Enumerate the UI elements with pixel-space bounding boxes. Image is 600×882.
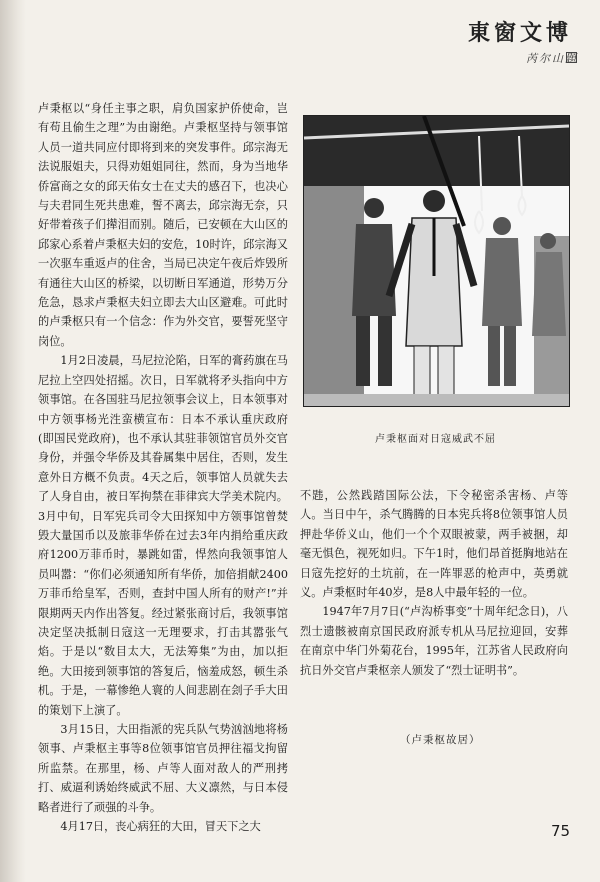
paragraph: 1月2日凌晨，马尼拉沦陷，日军的膏药旗在马尼拉上空四处招摇。次日，日军就将矛头指向中方领事馆。在各国驻马尼拉领事会议上，日本领事对中方领事杨光泩蛮横宣布：日本不承认重庆政府(即国民党政府)，也不承认其驻菲领馆官员外交官身份，并强令华侨及其眷属集中居住，否则，发生意外日方概不负责。4天之后，领事馆人员就失去了人身自由，被日军拘禁在菲律宾大学美术院内。3月中旬，日军宪兵司令大田探知中方领事馆曾焚毁大量国币以及旅菲华侨在过去3年内捐给重庆政府1200万菲币时，暴跳如雷，悍然向我领事馆人员叫嚣：“你们必须通知所有华侨，加倍捐献2400万菲币给皇军，否则，查封中国人所有的财产!”并限期两天内作出答复。经过紧张商讨后，我领事馆决定坚决抵制日寇这一无理要求，打击其嚣张气焰。于是以“数目太大，无法筹集”为由，加以拒绝。大田接到领事馆的答复后，恼羞成怒，顿生杀机。于是，一幕惨绝人寰的人间悲剧在刽子手大田的策划下上演了。: [38, 354, 288, 717]
article-right-column: [300, 486, 568, 680]
illustration-drawing: [304, 116, 569, 406]
calligraphy-signature: 芮尔山題: [526, 52, 578, 65]
illustration-caption: 卢秉枢面对日寇威武不屈: [375, 434, 496, 445]
column-title: 東窗文博: [468, 20, 573, 46]
column-masthead: [468, 16, 580, 78]
article-left-column: [38, 99, 288, 836]
paragraph: 4月17日，丧心病狂的大田，冒天下之大: [60, 820, 261, 834]
seal-stamp: [566, 52, 577, 63]
photo-caption: （卢秉枢故居）: [400, 734, 481, 746]
page-number: 75: [551, 822, 571, 840]
paragraph: 1947年7月7日(“卢沟桥事变”十周年纪念日)，八烈士遗骸被南京国民政府派专机从马尼拉迎回，安葬在南京中华门外菊花台，1995年，江苏省人民政府向抗日外交官卢秉枢亲人颁发了“烈士证明书”。: [300, 605, 568, 677]
paragraph: 3月15日，大田指派的宪兵队气势汹汹地将杨领事、卢秉枢主事等8位领事馆官员押往福戈拘留所监禁。在那里，杨、卢等人面对敌人的严刑拷打、威逼利诱始终威武不屈、大义凛然，与日本侵略者进行了顽强的斗争。: [38, 723, 288, 814]
paragraph: 不韪，公然践踏国际公法，下令秘密杀害杨、卢等人。当日中午，杀气腾腾的日本宪兵将8位领事馆人员押赴华侨义山，他们一个个双眼被蒙，两手被捆，却毫无惧色，视死如归。下午1时，他们昂首挺胸地站在日寇先挖好的土坑前，在一阵罪恶的枪声中，英勇就义。卢秉枢时年40岁，是8人中最年轻的一位。: [300, 489, 568, 600]
binding-gutter: [0, 0, 26, 882]
paragraph: 卢秉枢以“身任主事之职，肩负国家护侨使命，岂有苟且偷生之理”为由谢绝。卢秉枢坚持与领事馆人员一道共同应付即将到来的突发事件。邱宗海无法说服姐夫，只得劝姐姐同往，然而，身为当地华侨富商之女的邱天佑女士在丈夫的感召下，也决心与夫君同生死共患难，誓不离去，邱宗海无奈，只好带着孩子们撵泪而别。随后，已安顿在大山区的邱家心系着卢秉枢夫妇的安危，10时许，邱宗海又一次驱车重返卢的住舍，当局已决定午夜后炸毁所有通往大山区的桥梁，以切断日军通道，形势万分危急，恳求卢秉枢夫妇立即去大山区避难。可此时的卢秉枢只有一个信念：作为外交官，要誓死坚守岗位。: [38, 102, 288, 348]
illustration: [303, 115, 570, 407]
